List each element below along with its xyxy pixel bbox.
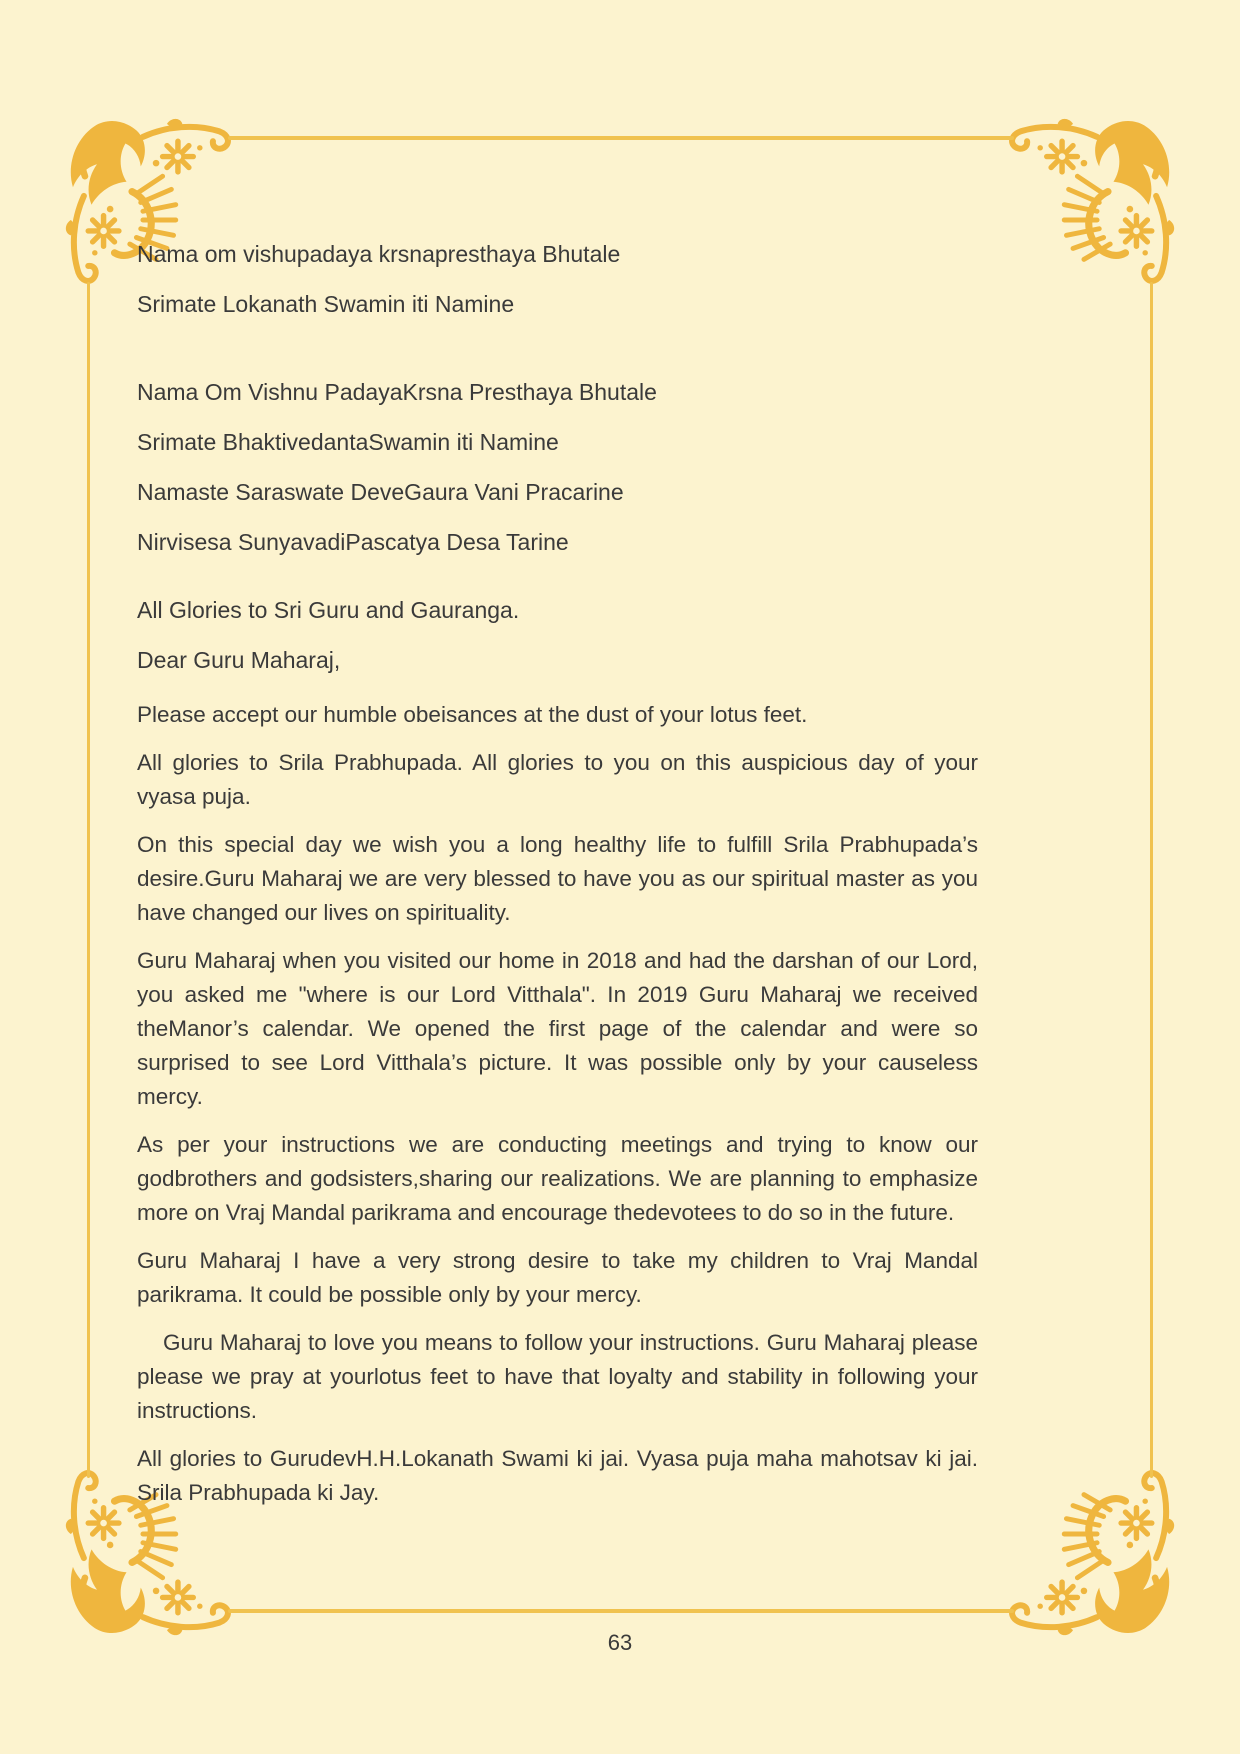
pranam-mantra-guru-line: Srimate Lokanath Swamin iti Namine <box>137 291 515 317</box>
letter-paragraph: Guru Maharaj when you visited our home in 2018 and had the darshan of our Lord, you asked me "where is our Lord Vitthala". In 2019 Guru Maharaj we received theManor’s calendar. We opened the first page of the calendar and were so surprised to see Lord Vitthala’s picture. It was possible only by your causeless mercy. <box>137 948 978 1109</box>
floral-corner-ornament-bottom-right <box>1003 1464 1178 1639</box>
letter-paragraph: Guru Maharaj to love you means to follow your instructions. Guru Maharaj please please we pray at yourlotus feet to have that loyalty and stability in following your instructions. <box>137 1330 978 1423</box>
letter-paragraph: All glories to GurudevH.H.Lokanath Swami ki jai. Vyasa puja maha mahotsav ki jai. Srila Prabhupada ki Jay. <box>137 1446 978 1505</box>
pranam-mantra-prabhupada-line: Namaste Saraswate DeveGaura Vani Pracarine <box>137 479 624 505</box>
border-line-bottom <box>228 1609 1014 1613</box>
pranam-mantra-guru-line: Nama om vishupadaya krsnapresthaya Bhutale <box>137 241 621 267</box>
floral-corner-ornament-top-right <box>1003 115 1178 290</box>
page-number: 63 <box>607 1630 633 1655</box>
letter-paragraph: As per your instructions we are conducting meetings and trying to know our godbrothers and godsisters,sharing our realizations. We are planning to emphasize more on Vraj Mandal parikrama and encourage thedevotees to do so in the future. <box>137 1132 978 1225</box>
pranam-mantra-prabhupada-line: Nirvisesa SunyavadiPascatya Desa Tarine <box>137 529 569 555</box>
letter-paragraph: Guru Maharaj I have a very strong desire to take my children to Vraj Mandal parikrama. It could be possible only by your mercy. <box>137 1248 978 1307</box>
salutation-line: Dear Guru Maharaj, <box>137 647 341 673</box>
salutation-line: All Glories to Sri Guru and Gauranga. <box>137 597 520 623</box>
pranam-mantra-prabhupada-line: Srimate BhaktivedantaSwamin iti Namine <box>137 429 559 455</box>
border-line-top <box>228 136 1014 140</box>
border-line-left <box>87 282 90 1478</box>
letter-paragraph: Please accept our humble obeisances at the dust of your lotus feet. <box>137 702 808 727</box>
border-line-right <box>1150 282 1153 1478</box>
pranam-mantra-prabhupada-line: Nama Om Vishnu PadayaKrsna Presthaya Bhutale <box>137 379 657 405</box>
letter-body <box>137 242 978 1524</box>
letter-paragraph: All glories to Srila Prabhupada. All glories to you on this auspicious day of your vyasa puja. <box>137 750 978 809</box>
letter-paragraph: On this special day we wish you a long healthy life to fulfill Srila Prabhupada’s desire.Guru Maharaj we are very blessed to have you as our spiritual master as you have changed our lives on spirituality. <box>137 832 978 925</box>
